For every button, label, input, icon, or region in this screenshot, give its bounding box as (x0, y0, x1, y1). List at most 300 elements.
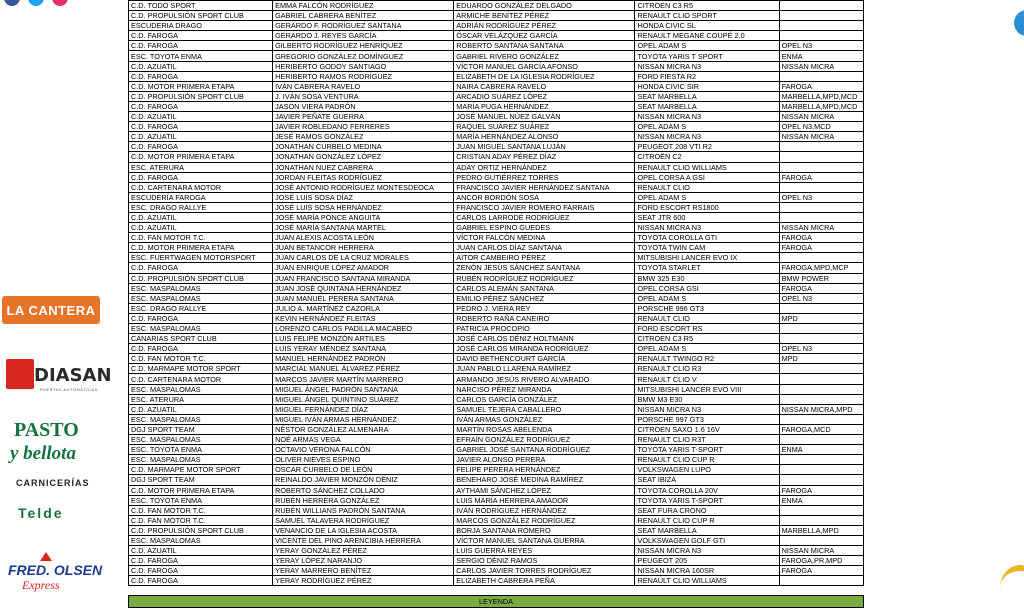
club-cell: C.D. FAROGA (129, 31, 273, 41)
codriver-cell: ELIZABETH DE LA IGLESIA RODRÍGUEZ (454, 71, 635, 81)
table-row (129, 91, 864, 101)
codriver-cell: ARMANDO JESÚS RIVERO ALVARADO (454, 374, 635, 384)
cup-cell (779, 71, 863, 81)
table-row (129, 354, 864, 364)
club-cell: ESC. ATERURA (129, 162, 273, 172)
club-cell: C.D. FAROGA (129, 41, 273, 51)
table-row (129, 535, 864, 545)
codriver-cell: ÓSCAR VELÁZQUEZ GARCÍA (454, 31, 635, 41)
table-row (129, 475, 864, 485)
car-cell: NISSAN MICRA N3 (635, 112, 779, 122)
codriver-cell: ROBERTO SANTANA SANTANA (454, 41, 635, 51)
table-row (129, 41, 864, 51)
cup-cell (779, 11, 863, 21)
car-cell: NISSAN MICRA 160SR (635, 566, 779, 576)
pasto-line4: Telde (18, 505, 64, 521)
table-row (129, 162, 864, 172)
table-row (129, 192, 864, 202)
codriver-cell: RAQUEL SUÁREZ SUÁREZ (454, 122, 635, 132)
driver-cell: HERIBERTO GODOY SANTIAGO (273, 61, 454, 71)
car-cell: HONDA CIVIC SIR (635, 81, 779, 91)
driver-cell: JULIO A. MARTÍNEZ CAZORLA (273, 303, 454, 313)
driver-cell: KEVIN HERNÁNDEZ FLEITAS (273, 313, 454, 323)
driver-cell: JUAN MANUEL PERERA SANTANA (273, 293, 454, 303)
table-row (129, 556, 864, 566)
car-cell: SEAT MARBELLA (635, 525, 779, 535)
cup-cell: OPEL N3 (779, 192, 863, 202)
club-cell: ESC. TOYOTA ENMA (129, 445, 273, 455)
driver-cell: JOSÉ ANTONIO RODRÍGUEZ MONTESDEOCA (273, 182, 454, 192)
club-cell: C.D. AZUATIL (129, 223, 273, 233)
driver-cell: MANUEL HERNÁNDEZ PADRÓN (273, 354, 454, 364)
club-cell: C.D. FAROGA (129, 566, 273, 576)
codriver-cell: NAIRA CABRERA RAVELO (454, 81, 635, 91)
table-row (129, 71, 864, 81)
cup-cell (779, 576, 863, 586)
table-row (129, 495, 864, 505)
table-row (129, 31, 864, 41)
driver-cell: VICENTE DEL PINO ARENCIBIA HERRERA (273, 535, 454, 545)
codriver-cell: JUAN CARLOS DÍAZ SANTANA (454, 243, 635, 253)
codriver-cell: JAVIER ALONSO PERERA (454, 455, 635, 465)
car-cell: RENAULT CLIO R3T (635, 435, 779, 445)
cup-cell (779, 152, 863, 162)
codriver-cell: EFRAÍN GONZÁLEZ RODRÍGUEZ (454, 435, 635, 445)
codriver-cell: NARCISO PÉREZ MIRANDA (454, 384, 635, 394)
codriver-cell: JUAN MIGUEL SANTANA LUJÁN (454, 142, 635, 152)
club-cell: C.D. FAN MOTOR T.C. (129, 505, 273, 515)
codriver-cell: CARLOS ALEMÁN SANTANA (454, 283, 635, 293)
driver-cell: NOÉ ARMAS VEGA (273, 435, 454, 445)
driver-cell: JUAN CARLOS DE LA CRUZ MORALES (273, 253, 454, 263)
driver-cell: MARCIAL MANUEL ÁLVAREZ PÉREZ (273, 364, 454, 374)
car-cell: RENAULT CLIO WILLIAMS (635, 576, 779, 586)
driver-cell: JONATHAN NUEZ CABRERA (273, 162, 454, 172)
club-cell: C.D. AZUATIL (129, 61, 273, 71)
driver-cell: MIGUEL ÁNGEL PADRÓN SANTANA (273, 384, 454, 394)
cup-cell: MARBELLA,MPD,MCD (779, 101, 863, 111)
driver-cell: JUAN ENRIQUE LÓPEZ AMADOR (273, 263, 454, 273)
fred-olsen-line2: Express (22, 578, 60, 592)
codriver-cell: ROBERTO RAÑA CANEIRO (454, 313, 635, 323)
table-row (129, 61, 864, 71)
cup-cell: MARBELLA,MPD (779, 525, 863, 535)
table-row (129, 566, 864, 576)
car-cell: RENAULT CLIO (635, 313, 779, 323)
club-cell: C.D. AZUATIL (129, 112, 273, 122)
driver-cell: JUAN JOSÉ QUINTANA HERNÁNDEZ (273, 283, 454, 293)
car-cell: CITROËN C2 (635, 152, 779, 162)
club-cell: DGJ SPORT TEAM (129, 475, 273, 485)
diasan-logo (0, 355, 112, 395)
table-row (129, 455, 864, 465)
codriver-cell: JOSÉ CARLOS MIRANDA RODRÍGUEZ (454, 344, 635, 354)
driver-cell: JAVIER ROBLEDANO FERRERES (273, 122, 454, 132)
cup-cell: MARBELLA,MPD,MCD (779, 91, 863, 101)
club-cell: ESC. MASPALOMAS (129, 283, 273, 293)
club-cell: ESC. MASPALOMAS (129, 414, 273, 424)
club-cell: C.D. MARMAPE MOTOR SPORT (129, 465, 273, 475)
cup-cell: ENMA (779, 495, 863, 505)
table-row (129, 485, 864, 495)
car-cell: TOYOTA YARIS T-SPORT (635, 495, 779, 505)
codriver-cell: FELIPE PERERA HERNÁNDEZ (454, 465, 635, 475)
driver-cell: NÉSTOR GONZÁLEZ ALMENARA (273, 424, 454, 434)
driver-cell: YERAY LÓPEZ NARANJO (273, 556, 454, 566)
club-cell: C.D. CARTENARA MOTOR (129, 374, 273, 384)
driver-cell: VENANCIO DE LA IGLESIA ACOSTA (273, 525, 454, 535)
driver-cell: YERAY MARRERO BENÍTEZ (273, 566, 454, 576)
car-cell: RENAULT CLIO CUP R (635, 455, 779, 465)
cup-cell: NISSAN MICRA,MPD (779, 404, 863, 414)
table-row (129, 21, 864, 31)
car-cell: BMW M3 E30 (635, 394, 779, 404)
car-cell: BMW 325 E30 (635, 273, 779, 283)
cup-cell (779, 334, 863, 344)
codriver-cell: SAMUEL TEJERA CABALLERO (454, 404, 635, 414)
cup-cell (779, 182, 863, 192)
driver-cell: MIGUEL IVÁN ARMAS HERNÁNDEZ (273, 414, 454, 424)
club-cell: ESC. TOYOTA ENMA (129, 495, 273, 505)
table-row (129, 172, 864, 182)
car-cell: TOYOTA COROLLA GTI (635, 233, 779, 243)
club-cell: C.D. TODO SPORT (129, 1, 273, 11)
cup-cell: BMW POWER (779, 273, 863, 283)
driver-cell: OSCAR CURBELO DE LEÓN (273, 465, 454, 475)
codriver-cell: ARCADIO SUÁREZ LÓPEZ (454, 91, 635, 101)
entry-list-table (128, 0, 864, 586)
cup-cell: NISSAN MICRA (779, 112, 863, 122)
car-cell: OPEL ADAM S (635, 192, 779, 202)
driver-cell: ROBERTO SÁNCHEZ COLLADO (273, 485, 454, 495)
sponsor-column (0, 0, 112, 608)
car-cell: VOLKSWAGEN GOLF GTI (635, 535, 779, 545)
club-cell: C.D. AZUATIL (129, 546, 273, 556)
codriver-cell: JOSÉ CARLOS DÉNIZ HOLTMANN (454, 334, 635, 344)
codriver-cell: AITOR CAMBEIRO PÉREZ (454, 253, 635, 263)
cup-cell (779, 384, 863, 394)
car-cell: FORD ESCORT RS (635, 324, 779, 334)
car-cell: RENAULT CLIO (635, 182, 779, 192)
cup-cell (779, 394, 863, 404)
club-cell: ESC. ATERURA (129, 394, 273, 404)
codriver-cell: BENEHARO JOSÉ MEDINA RAMÍREZ (454, 475, 635, 485)
codriver-cell: VÍCTOR MANUEL SANTANA GUERRA (454, 535, 635, 545)
cup-cell (779, 303, 863, 313)
car-cell: NISSAN MICRA N3 (635, 132, 779, 142)
codriver-cell: PEDRO J. VIERA REY (454, 303, 635, 313)
club-cell: ESC. MASPALOMAS (129, 384, 273, 394)
codriver-cell: MARÍA HERNÁNDEZ ALONSO (454, 132, 635, 142)
car-cell: SEAT MARBELLA (635, 91, 779, 101)
right-decoration (1004, 0, 1024, 608)
club-cell: C.D. PROPULSIÓN SPORT CLUB (129, 273, 273, 283)
driver-cell: JORDAN FLEITAS RODRÍGUEZ (273, 172, 454, 182)
cup-cell: FAROGA (779, 485, 863, 495)
la-cantera-text: LA CANTERA (6, 302, 96, 318)
codriver-cell: JOSÉ MANUEL NÚEZ GALVÁN (454, 112, 635, 122)
pasto-line2: y bellota (10, 443, 76, 464)
car-cell: OPEL ADAM S (635, 41, 779, 51)
cup-cell: NISSAN MICRA (779, 61, 863, 71)
table-row (129, 445, 864, 455)
club-cell: C.D. FAROGA (129, 263, 273, 273)
club-cell: C.D. FAN MOTOR T.C. (129, 515, 273, 525)
cup-cell: FAROGA (779, 172, 863, 182)
club-cell: ESC. MASPALOMAS (129, 293, 273, 303)
cup-cell: FAROGA (779, 233, 863, 243)
codriver-cell: FRANCISCO JAVIER ROMERO FARRAIS (454, 202, 635, 212)
table-row (129, 51, 864, 61)
driver-cell: GERARDO F. RODRÍGUEZ SANTANA (273, 21, 454, 31)
club-cell: C.D. FAROGA (129, 122, 273, 132)
twitter-icon[interactable] (28, 0, 44, 6)
cup-cell (779, 535, 863, 545)
table-row (129, 283, 864, 293)
car-cell: TOYOTA TWIN CAM (635, 243, 779, 253)
club-cell: ESC. MASPALOMAS (129, 455, 273, 465)
club-cell: ESCUDERIA DRAGO (129, 21, 273, 31)
table-row (129, 142, 864, 152)
driver-cell: JUAN BETANCOR HERRERA (273, 243, 454, 253)
table-row (129, 212, 864, 222)
codriver-cell: LUIS GUERRA REYES (454, 546, 635, 556)
codriver-cell: FRANCISCO JAVIER HERNÁNDEZ SANTANA (454, 182, 635, 192)
cup-cell: FAROGA (779, 81, 863, 91)
club-cell: C.D. AZUATIL (129, 404, 273, 414)
car-cell: TOYOTA YARIS T SPORT (635, 51, 779, 61)
table-row (129, 132, 864, 142)
car-cell: OPEL ADAM S (635, 122, 779, 132)
cup-cell: FAROGA (779, 566, 863, 576)
table-row (129, 313, 864, 323)
driver-cell: JAVIER PEÑATE GUERRA (273, 112, 454, 122)
car-cell: NISSAN MICRA N3 (635, 546, 779, 556)
driver-cell: RUBÉN HERRERA GONZÁLEZ (273, 495, 454, 505)
cup-cell: FAROGA,MCD (779, 424, 863, 434)
club-cell: ESCUDERÍA FAROGA (129, 192, 273, 202)
car-cell: NISSAN MICRA N3 (635, 223, 779, 233)
driver-cell: JASON VIERA PADRÓN (273, 101, 454, 111)
club-cell: C.D. PROPULSIÓN SPORT CLUB (129, 91, 273, 101)
driver-cell: LUIS FELIPE MONZÓN ARTILES (273, 334, 454, 344)
driver-cell: MIGUEL FERNÁNDEZ DÍAZ (273, 404, 454, 414)
cup-cell (779, 515, 863, 525)
driver-cell: JOSÉ MARÍA PONCE ANGUITA (273, 212, 454, 222)
driver-cell: JOSÉ MARÍA SANTANA MARTEL (273, 223, 454, 233)
club-cell: ESC. DRAGO RALLYE (129, 202, 273, 212)
cup-cell (779, 364, 863, 374)
club-cell: DGJ SPORT TEAM (129, 424, 273, 434)
club-cell: CANARIAS SPORT CLUB (129, 334, 273, 344)
car-cell: RENAULT CLIO V (635, 374, 779, 384)
codriver-cell: CARLOS LARRODÉ RODRÍGUEZ (454, 212, 635, 222)
car-cell: FORD FIESTA R2 (635, 71, 779, 81)
driver-cell: J. IVÁN SOSA VENTURA (273, 91, 454, 101)
driver-cell: JUAN FRANCISCO SANTANA MIRANDA (273, 273, 454, 283)
driver-cell: JESÉ RAMOS GONZÁLEZ (273, 132, 454, 142)
car-cell: RENAULT CLIO SPORT (635, 11, 779, 21)
cup-cell (779, 324, 863, 334)
cup-cell (779, 374, 863, 384)
cup-cell (779, 1, 863, 11)
club-cell: C.D. FAROGA (129, 71, 273, 81)
cup-cell: FAROGA,MPD,MCP (779, 263, 863, 273)
legend-bar (128, 595, 864, 608)
car-cell: OPEL CORSA A GSI (635, 172, 779, 182)
table-row (129, 414, 864, 424)
driver-cell: JONATHAN CURBELO MEDINA (273, 142, 454, 152)
fred-olsen-logo (0, 550, 108, 600)
club-cell: C.D. MARMAPE MOTOR SPORT (129, 364, 273, 374)
legend-label: LEYENDA (478, 597, 514, 606)
codriver-cell: IVÁN RODRÍGUEZ HERNÁNDEZ (454, 505, 635, 515)
car-cell: SEAT MARBELLA (635, 101, 779, 111)
codriver-cell: CRISTIAN ADAY PÉREZ DÍAZ (454, 152, 635, 162)
table-row (129, 505, 864, 515)
diasan-name: DIASAN (34, 365, 112, 386)
car-cell: VOLKSWAGEN LUPO (635, 465, 779, 475)
codriver-cell: ZENÓN JESÚS SÁNCHEZ SANTANA (454, 263, 635, 273)
pasto-line1: PASTO (14, 419, 79, 441)
table-row (129, 334, 864, 344)
table-row (129, 424, 864, 434)
codriver-cell: VÍCTOR MANUEL GARCÍA AFONSO (454, 61, 635, 71)
car-cell: SEAT FURA CRONO (635, 505, 779, 515)
club-cell: C.D. MOTOR PRIMERA ETAPA (129, 152, 273, 162)
cup-cell (779, 455, 863, 465)
table-row (129, 465, 864, 475)
cup-cell (779, 475, 863, 485)
facebook-icon[interactable] (4, 0, 20, 6)
driver-cell: MARCOS JAVIER MARTÍN MARRERO (273, 374, 454, 384)
table-row (129, 101, 864, 111)
club-cell: C.D. AZUATIL (129, 132, 273, 142)
codriver-cell: PATRICIA PROCOPIO (454, 324, 635, 334)
car-cell: MITSUBISHI LANCER EVO IX (635, 253, 779, 263)
fred-olsen-line1: FRED. OLSEN (8, 562, 103, 578)
driver-cell: EMMA FALCÓN RODRÍGUEZ (273, 1, 454, 11)
club-cell: C.D. FAROGA (129, 576, 273, 586)
club-cell: C.D. AZUATIL (129, 212, 273, 222)
club-cell: C.D. PROPULSIÓN SPORT CLUB (129, 11, 273, 21)
codriver-cell: ARMICHE BENÍTEZ PÉREZ (454, 11, 635, 21)
decorative-wave-icon (1000, 565, 1024, 611)
driver-cell: REINALDO JAVIER MONZÓN DÉNIZ (273, 475, 454, 485)
club-cell: C.D. FAROGA (129, 556, 273, 566)
instagram-icon[interactable] (52, 0, 68, 6)
driver-cell: GERARDO J. REYES GARCÍA (273, 31, 454, 41)
cup-cell: NISSAN MICRA (779, 223, 863, 233)
cup-cell (779, 162, 863, 172)
car-cell: OPEL ADAM S (635, 344, 779, 354)
car-cell: PORSCHE 997 GT3 (635, 414, 779, 424)
club-cell: C.D. FAROGA (129, 172, 273, 182)
driver-cell: SAMUEL TALAVERA RODRÍGUEZ (273, 515, 454, 525)
table-row (129, 394, 864, 404)
table-row (129, 233, 864, 243)
driver-cell: GILBERTO RODRÍGUEZ HENRÍQUEZ (273, 41, 454, 51)
club-cell: C.D. CARTENARA MOTOR (129, 182, 273, 192)
codriver-cell: DAVID BETHENCOURT GARCÍA (454, 354, 635, 364)
table-row (129, 324, 864, 334)
club-cell: ESC. MASPALOMAS (129, 535, 273, 545)
club-cell: C.D. PROPULSIÓN SPORT CLUB (129, 525, 273, 535)
codriver-cell: MARCOS GONZÁLEZ RODRÍGUEZ (454, 515, 635, 525)
codriver-cell: EMILIO PÉREZ SÁNCHEZ (454, 293, 635, 303)
car-cell: TOYOTA STARLET (635, 263, 779, 273)
car-cell: NISSAN MICRA N3 (635, 61, 779, 71)
car-cell: CITROEN C3 R5 (635, 1, 779, 11)
driver-cell: GREGORIO GONZÁLEZ DOMÍNGUEZ (273, 51, 454, 61)
driver-cell: IVÁN CABRERA RAVELO (273, 81, 454, 91)
codriver-cell: MARÍA PUGA HERNÁNDEZ (454, 101, 635, 111)
table-row (129, 515, 864, 525)
car-cell: OPEL ADAM S (635, 293, 779, 303)
codriver-cell: GABRIEL ESPINO GUEDES (454, 223, 635, 233)
codriver-cell: CARLOS GARCÍA GONZÁLEZ (454, 394, 635, 404)
club-cell: C.D. MOTOR PRIMERA ETAPA (129, 243, 273, 253)
table-row (129, 202, 864, 212)
driver-cell: JUAN ALEXIS ACOSTA LEÓN (273, 233, 454, 243)
cup-cell (779, 142, 863, 152)
decorative-blob-icon (1014, 10, 1024, 36)
car-cell: CITROEN SAXO 1.6 16V (635, 424, 779, 434)
driver-cell: OLIVER NIEVES ESPINO (273, 455, 454, 465)
table-row (129, 81, 864, 91)
driver-cell: MIGUEL ÁNGEL QUINTINO SUÁREZ (273, 394, 454, 404)
driver-cell: OCTAVIO VERONA FALCÓN (273, 445, 454, 455)
cup-cell: ENMA (779, 445, 863, 455)
cup-cell (779, 505, 863, 515)
cup-cell: OPEL N3,MCD (779, 122, 863, 132)
codriver-cell: RUBÉN RODRÍGUEZ RODRÍGUEZ (454, 273, 635, 283)
cup-cell: FAROGA,PR,MPD (779, 556, 863, 566)
car-cell: PEUGEOT 208 VTI R2 (635, 142, 779, 152)
cup-cell: MPD (779, 313, 863, 323)
table-row (129, 293, 864, 303)
cup-cell: OPEL N3 (779, 293, 863, 303)
cup-cell (779, 435, 863, 445)
driver-cell: LUIS YERAY MÉNDEZ SANTANA (273, 344, 454, 354)
table-row (129, 223, 864, 233)
table-row (129, 112, 864, 122)
car-cell: SEAT JTR 600 (635, 212, 779, 222)
cup-cell (779, 212, 863, 222)
codriver-cell: IVÁN ARMAS GONZÁLEZ (454, 414, 635, 424)
cup-cell: FAROGA (779, 243, 863, 253)
driver-cell: JOSÉ LUIS SOSA HERNÁNDEZ (273, 202, 454, 212)
table-row (129, 152, 864, 162)
table-row (129, 11, 864, 21)
cup-cell (779, 414, 863, 424)
car-cell: SEAT IBIZA (635, 475, 779, 485)
table-row (129, 182, 864, 192)
codriver-cell: BORJA SANTANA ROMERO (454, 525, 635, 535)
table-row (129, 273, 864, 283)
car-cell: RENAULT CLIO R3 (635, 364, 779, 374)
cup-cell (779, 253, 863, 263)
club-cell: C.D. FAROGA (129, 101, 273, 111)
car-cell: NISSAN MICRA N3 (635, 404, 779, 414)
club-cell: C.D. FAN MOTOR T.C. (129, 233, 273, 243)
table-row (129, 576, 864, 586)
cup-cell: MPD (779, 354, 863, 364)
social-icons (4, 0, 68, 6)
club-cell: ESC. FUERTWAGEN MOTORSPORT (129, 253, 273, 263)
codriver-cell: ADAY ORTIZ HERNÁNDEZ (454, 162, 635, 172)
table-row (129, 253, 864, 263)
